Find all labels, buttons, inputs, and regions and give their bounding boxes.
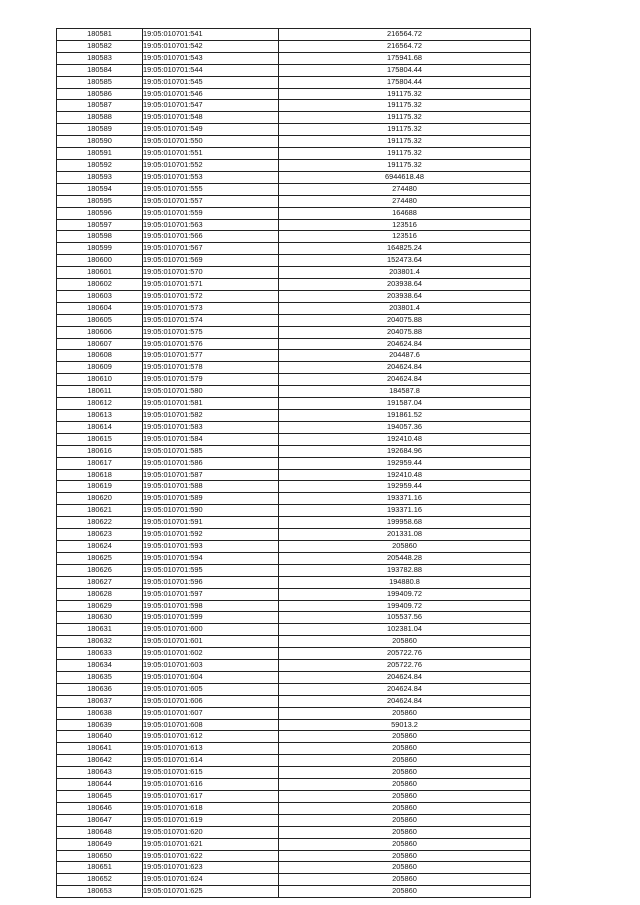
cadastral-number-cell: 19:05:010701:544 — [143, 64, 279, 76]
table-row — [57, 755, 531, 767]
table-row — [57, 731, 531, 743]
row-id-cell: 180634 — [57, 660, 143, 672]
cadastral-number-cell: 19:05:010701:541 — [143, 29, 279, 41]
row-id-cell: 180619 — [57, 481, 143, 493]
table-row — [57, 231, 531, 243]
value-cell: 105537.56 — [279, 612, 531, 624]
row-id-cell: 180585 — [57, 76, 143, 88]
value-cell: 203801.4 — [279, 302, 531, 314]
row-id-cell: 180596 — [57, 207, 143, 219]
table-row — [57, 624, 531, 636]
cadastral-number-cell: 19:05:010701:612 — [143, 731, 279, 743]
cadastral-number-cell: 19:05:010701:592 — [143, 529, 279, 541]
cadastral-number-cell: 19:05:010701:624 — [143, 874, 279, 886]
value-cell: 205860 — [279, 850, 531, 862]
value-cell: 192410.48 — [279, 469, 531, 481]
row-id-cell: 180610 — [57, 374, 143, 386]
cadastral-number-cell: 19:05:010701:559 — [143, 207, 279, 219]
cadastral-number-cell: 19:05:010701:574 — [143, 314, 279, 326]
row-id-cell: 180600 — [57, 255, 143, 267]
table-row — [57, 719, 531, 731]
table-row — [57, 40, 531, 52]
cadastral-number-cell: 19:05:010701:557 — [143, 195, 279, 207]
table-row — [57, 814, 531, 826]
value-cell: 204624.84 — [279, 374, 531, 386]
table-row — [57, 148, 531, 160]
table-row — [57, 243, 531, 255]
value-cell: 205860 — [279, 636, 531, 648]
table-row — [57, 493, 531, 505]
cadastral-number-cell: 19:05:010701:602 — [143, 648, 279, 660]
table-row — [57, 683, 531, 695]
table-row — [57, 410, 531, 422]
cadastral-number-cell: 19:05:010701:596 — [143, 576, 279, 588]
row-id-cell: 180597 — [57, 219, 143, 231]
value-cell: 191175.32 — [279, 136, 531, 148]
cadastral-number-cell: 19:05:010701:599 — [143, 612, 279, 624]
cadastral-number-cell: 19:05:010701:594 — [143, 552, 279, 564]
table-row — [57, 64, 531, 76]
row-id-cell: 180605 — [57, 314, 143, 326]
table-row — [57, 290, 531, 302]
value-cell: 201331.08 — [279, 529, 531, 541]
row-id-cell: 180630 — [57, 612, 143, 624]
row-id-cell: 180584 — [57, 64, 143, 76]
table-row — [57, 695, 531, 707]
value-cell: 205860 — [279, 874, 531, 886]
row-id-cell: 180639 — [57, 719, 143, 731]
table-row — [57, 29, 531, 41]
cadastral-number-cell: 19:05:010701:601 — [143, 636, 279, 648]
table-row — [57, 326, 531, 338]
row-id-cell: 180650 — [57, 850, 143, 862]
value-cell: 204624.84 — [279, 695, 531, 707]
row-id-cell: 180606 — [57, 326, 143, 338]
value-cell: 205860 — [279, 755, 531, 767]
value-cell: 203801.4 — [279, 267, 531, 279]
cadastral-number-cell: 19:05:010701:586 — [143, 457, 279, 469]
row-id-cell: 180633 — [57, 648, 143, 660]
table-row — [57, 279, 531, 291]
table-row — [57, 743, 531, 755]
value-cell: 191861.52 — [279, 410, 531, 422]
table-row — [57, 540, 531, 552]
cadastral-number-cell: 19:05:010701:595 — [143, 564, 279, 576]
row-id-cell: 180599 — [57, 243, 143, 255]
value-cell: 164688 — [279, 207, 531, 219]
row-id-cell: 180611 — [57, 386, 143, 398]
value-cell: 205860 — [279, 779, 531, 791]
table-row — [57, 838, 531, 850]
row-id-cell: 180613 — [57, 410, 143, 422]
row-id-cell: 180602 — [57, 279, 143, 291]
cadastral-number-cell: 19:05:010701:593 — [143, 540, 279, 552]
table-row — [57, 112, 531, 124]
cadastral-number-cell: 19:05:010701:573 — [143, 302, 279, 314]
table-row — [57, 636, 531, 648]
table-row — [57, 195, 531, 207]
cadastral-number-cell: 19:05:010701:575 — [143, 326, 279, 338]
table-row — [57, 600, 531, 612]
cadastral-number-cell: 19:05:010701:623 — [143, 862, 279, 874]
cadastral-number-cell: 19:05:010701:605 — [143, 683, 279, 695]
value-cell: 191175.32 — [279, 88, 531, 100]
cadastral-number-cell: 19:05:010701:581 — [143, 398, 279, 410]
cadastral-number-cell: 19:05:010701:617 — [143, 791, 279, 803]
table-row — [57, 100, 531, 112]
table-row — [57, 398, 531, 410]
row-id-cell: 180641 — [57, 743, 143, 755]
row-id-cell: 180615 — [57, 433, 143, 445]
cadastral-number-cell: 19:05:010701:569 — [143, 255, 279, 267]
row-id-cell: 180624 — [57, 540, 143, 552]
row-id-cell: 180592 — [57, 159, 143, 171]
row-id-cell: 180587 — [57, 100, 143, 112]
table-row — [57, 481, 531, 493]
table-row — [57, 505, 531, 517]
row-id-cell: 180582 — [57, 40, 143, 52]
table-row — [57, 124, 531, 136]
cadastral-number-cell: 19:05:010701:555 — [143, 183, 279, 195]
value-cell: 194057.36 — [279, 421, 531, 433]
table-row — [57, 374, 531, 386]
row-id-cell: 180621 — [57, 505, 143, 517]
cadastral-number-cell: 19:05:010701:585 — [143, 445, 279, 457]
cadastral-number-cell: 19:05:010701:597 — [143, 588, 279, 600]
row-id-cell: 180647 — [57, 814, 143, 826]
value-cell: 205860 — [279, 767, 531, 779]
value-cell: 205722.76 — [279, 660, 531, 672]
value-cell: 175941.68 — [279, 52, 531, 64]
cadastral-number-cell: 19:05:010701:583 — [143, 421, 279, 433]
value-cell: 199409.72 — [279, 600, 531, 612]
table-row — [57, 576, 531, 588]
row-id-cell: 180614 — [57, 421, 143, 433]
cadastral-number-cell: 19:05:010701:578 — [143, 362, 279, 374]
value-cell: 205860 — [279, 743, 531, 755]
value-cell: 204624.84 — [279, 338, 531, 350]
row-id-cell: 180603 — [57, 290, 143, 302]
table-row — [57, 826, 531, 838]
row-id-cell: 180618 — [57, 469, 143, 481]
row-id-cell: 180628 — [57, 588, 143, 600]
value-cell: 164825.24 — [279, 243, 531, 255]
row-id-cell: 180638 — [57, 707, 143, 719]
row-id-cell: 180588 — [57, 112, 143, 124]
cadastral-number-cell: 19:05:010701:545 — [143, 76, 279, 88]
row-id-cell: 180626 — [57, 564, 143, 576]
row-id-cell: 180653 — [57, 886, 143, 898]
value-cell: 205860 — [279, 838, 531, 850]
value-cell: 204075.88 — [279, 314, 531, 326]
cadastral-number-cell: 19:05:010701:577 — [143, 350, 279, 362]
table-row — [57, 707, 531, 719]
cadastral-number-cell: 19:05:010701:600 — [143, 624, 279, 636]
cadastral-number-cell: 19:05:010701:616 — [143, 779, 279, 791]
value-cell: 192410.48 — [279, 433, 531, 445]
cadastral-number-cell: 19:05:010701:543 — [143, 52, 279, 64]
value-cell: 274480 — [279, 183, 531, 195]
value-cell: 191175.32 — [279, 159, 531, 171]
cadastral-number-cell: 19:05:010701:580 — [143, 386, 279, 398]
cadastral-number-cell: 19:05:010701:587 — [143, 469, 279, 481]
row-id-cell: 180627 — [57, 576, 143, 588]
row-id-cell: 180631 — [57, 624, 143, 636]
cadastral-number-cell: 19:05:010701:551 — [143, 148, 279, 160]
cadastral-number-cell: 19:05:010701:606 — [143, 695, 279, 707]
table-row — [57, 302, 531, 314]
cadastral-number-cell: 19:05:010701:546 — [143, 88, 279, 100]
row-id-cell: 180617 — [57, 457, 143, 469]
cadastral-number-cell: 19:05:010701:572 — [143, 290, 279, 302]
row-id-cell: 180642 — [57, 755, 143, 767]
cadastral-number-cell: 19:05:010701:619 — [143, 814, 279, 826]
cadastral-number-cell: 19:05:010701:550 — [143, 136, 279, 148]
value-cell: 123516 — [279, 231, 531, 243]
row-id-cell: 180620 — [57, 493, 143, 505]
table-row — [57, 457, 531, 469]
row-id-cell: 180591 — [57, 148, 143, 160]
value-cell: 205860 — [279, 731, 531, 743]
value-cell: 193371.16 — [279, 505, 531, 517]
value-cell: 205860 — [279, 826, 531, 838]
value-cell: 205448.28 — [279, 552, 531, 564]
cadastral-number-cell: 19:05:010701:566 — [143, 231, 279, 243]
table-row — [57, 136, 531, 148]
table-row — [57, 171, 531, 183]
cadastral-number-cell: 19:05:010701:604 — [143, 671, 279, 683]
row-id-cell: 180586 — [57, 88, 143, 100]
table-row — [57, 207, 531, 219]
row-id-cell: 180616 — [57, 445, 143, 457]
value-cell: 204075.88 — [279, 326, 531, 338]
table-row — [57, 552, 531, 564]
table-row — [57, 648, 531, 660]
cadastral-number-cell: 19:05:010701:588 — [143, 481, 279, 493]
value-cell: 204624.84 — [279, 683, 531, 695]
row-id-cell: 180598 — [57, 231, 143, 243]
cadastral-number-cell: 19:05:010701:584 — [143, 433, 279, 445]
cadastral-number-cell: 19:05:010701:598 — [143, 600, 279, 612]
value-cell: 205860 — [279, 862, 531, 874]
value-cell: 205860 — [279, 540, 531, 552]
value-cell: 191175.32 — [279, 100, 531, 112]
table-row — [57, 52, 531, 64]
cadastral-number-cell: 19:05:010701:552 — [143, 159, 279, 171]
value-cell: 193782.88 — [279, 564, 531, 576]
cadastral-number-cell: 19:05:010701:590 — [143, 505, 279, 517]
row-id-cell: 180652 — [57, 874, 143, 886]
value-cell: 199958.68 — [279, 517, 531, 529]
row-id-cell: 180612 — [57, 398, 143, 410]
table-row — [57, 76, 531, 88]
cadastral-number-cell: 19:05:010701:621 — [143, 838, 279, 850]
table-row — [57, 588, 531, 600]
table-row — [57, 791, 531, 803]
table-row — [57, 660, 531, 672]
value-cell: 203938.64 — [279, 290, 531, 302]
cadastral-number-cell: 19:05:010701:576 — [143, 338, 279, 350]
row-id-cell: 180648 — [57, 826, 143, 838]
cadastral-number-cell: 19:05:010701:553 — [143, 171, 279, 183]
value-cell: 193371.16 — [279, 493, 531, 505]
cadastral-number-cell: 19:05:010701:618 — [143, 802, 279, 814]
cadastral-number-cell: 19:05:010701:622 — [143, 850, 279, 862]
table-row — [57, 421, 531, 433]
row-id-cell: 180583 — [57, 52, 143, 64]
value-cell: 204487.6 — [279, 350, 531, 362]
table-row — [57, 159, 531, 171]
table-row — [57, 183, 531, 195]
table-row — [57, 564, 531, 576]
value-cell: 123516 — [279, 219, 531, 231]
cadastral-number-cell: 19:05:010701:613 — [143, 743, 279, 755]
table-row — [57, 445, 531, 457]
table-row — [57, 886, 531, 898]
value-cell: 175804.44 — [279, 76, 531, 88]
row-id-cell: 180645 — [57, 791, 143, 803]
row-id-cell: 180604 — [57, 302, 143, 314]
data-table — [56, 28, 531, 898]
value-cell: 59013.2 — [279, 719, 531, 731]
value-cell: 175804.44 — [279, 64, 531, 76]
cadastral-number-cell: 19:05:010701:563 — [143, 219, 279, 231]
row-id-cell: 180651 — [57, 862, 143, 874]
table-row — [57, 219, 531, 231]
cadastral-number-cell: 19:05:010701:582 — [143, 410, 279, 422]
row-id-cell: 180589 — [57, 124, 143, 136]
value-cell: 205860 — [279, 814, 531, 826]
table-row — [57, 517, 531, 529]
cadastral-number-cell: 19:05:010701:542 — [143, 40, 279, 52]
value-cell: 205860 — [279, 886, 531, 898]
cadastral-number-cell: 19:05:010701:579 — [143, 374, 279, 386]
value-cell: 216564.72 — [279, 29, 531, 41]
cadastral-number-cell: 19:05:010701:603 — [143, 660, 279, 672]
table-row — [57, 350, 531, 362]
row-id-cell: 180601 — [57, 267, 143, 279]
value-cell: 203938.64 — [279, 279, 531, 291]
cadastral-number-cell: 19:05:010701:548 — [143, 112, 279, 124]
value-cell: 199409.72 — [279, 588, 531, 600]
table-row — [57, 529, 531, 541]
cadastral-number-cell: 19:05:010701:570 — [143, 267, 279, 279]
value-cell: 205722.76 — [279, 648, 531, 660]
cadastral-number-cell: 19:05:010701:608 — [143, 719, 279, 731]
value-cell: 152473.64 — [279, 255, 531, 267]
table-row — [57, 779, 531, 791]
table-row — [57, 386, 531, 398]
table-row — [57, 255, 531, 267]
value-cell: 191175.32 — [279, 148, 531, 160]
table-row — [57, 767, 531, 779]
table-row — [57, 612, 531, 624]
table-row — [57, 850, 531, 862]
row-id-cell: 180581 — [57, 29, 143, 41]
row-id-cell: 180635 — [57, 671, 143, 683]
table-row — [57, 267, 531, 279]
row-id-cell: 180640 — [57, 731, 143, 743]
cadastral-number-cell: 19:05:010701:620 — [143, 826, 279, 838]
row-id-cell: 180608 — [57, 350, 143, 362]
value-cell: 204624.84 — [279, 362, 531, 374]
table-row — [57, 88, 531, 100]
row-id-cell: 180649 — [57, 838, 143, 850]
cadastral-number-cell: 19:05:010701:625 — [143, 886, 279, 898]
table-row — [57, 671, 531, 683]
value-cell: 205860 — [279, 802, 531, 814]
row-id-cell: 180637 — [57, 695, 143, 707]
cadastral-number-cell: 19:05:010701:571 — [143, 279, 279, 291]
cadastral-number-cell: 19:05:010701:547 — [143, 100, 279, 112]
value-cell: 204624.84 — [279, 671, 531, 683]
row-id-cell: 180594 — [57, 183, 143, 195]
value-cell: 192959.44 — [279, 481, 531, 493]
table-row — [57, 862, 531, 874]
value-cell: 194880.8 — [279, 576, 531, 588]
row-id-cell: 180632 — [57, 636, 143, 648]
cadastral-number-cell: 19:05:010701:615 — [143, 767, 279, 779]
cadastral-number-cell: 19:05:010701:607 — [143, 707, 279, 719]
row-id-cell: 180590 — [57, 136, 143, 148]
value-cell: 192684.96 — [279, 445, 531, 457]
value-cell: 192959.44 — [279, 457, 531, 469]
value-cell: 205860 — [279, 791, 531, 803]
table-row — [57, 469, 531, 481]
row-id-cell: 180643 — [57, 767, 143, 779]
cadastral-number-cell: 19:05:010701:589 — [143, 493, 279, 505]
table-row — [57, 362, 531, 374]
table-row — [57, 433, 531, 445]
table-row — [57, 802, 531, 814]
row-id-cell: 180623 — [57, 529, 143, 541]
row-id-cell: 180609 — [57, 362, 143, 374]
value-cell: 205860 — [279, 707, 531, 719]
table-row — [57, 338, 531, 350]
value-cell: 184587.8 — [279, 386, 531, 398]
cadastral-number-cell: 19:05:010701:614 — [143, 755, 279, 767]
row-id-cell: 180595 — [57, 195, 143, 207]
row-id-cell: 180593 — [57, 171, 143, 183]
cadastral-number-cell: 19:05:010701:591 — [143, 517, 279, 529]
row-id-cell: 180644 — [57, 779, 143, 791]
row-id-cell: 180646 — [57, 802, 143, 814]
cadastral-number-cell: 19:05:010701:567 — [143, 243, 279, 255]
value-cell: 191175.32 — [279, 112, 531, 124]
value-cell: 191175.32 — [279, 124, 531, 136]
row-id-cell: 180629 — [57, 600, 143, 612]
table-row — [57, 314, 531, 326]
value-cell: 274480 — [279, 195, 531, 207]
value-cell: 216564.72 — [279, 40, 531, 52]
row-id-cell: 180636 — [57, 683, 143, 695]
value-cell: 191587.04 — [279, 398, 531, 410]
value-cell: 6944618.48 — [279, 171, 531, 183]
value-cell: 102381.04 — [279, 624, 531, 636]
row-id-cell: 180625 — [57, 552, 143, 564]
table-row — [57, 874, 531, 886]
cadastral-number-cell: 19:05:010701:549 — [143, 124, 279, 136]
table-body — [57, 29, 531, 898]
row-id-cell: 180622 — [57, 517, 143, 529]
row-id-cell: 180607 — [57, 338, 143, 350]
